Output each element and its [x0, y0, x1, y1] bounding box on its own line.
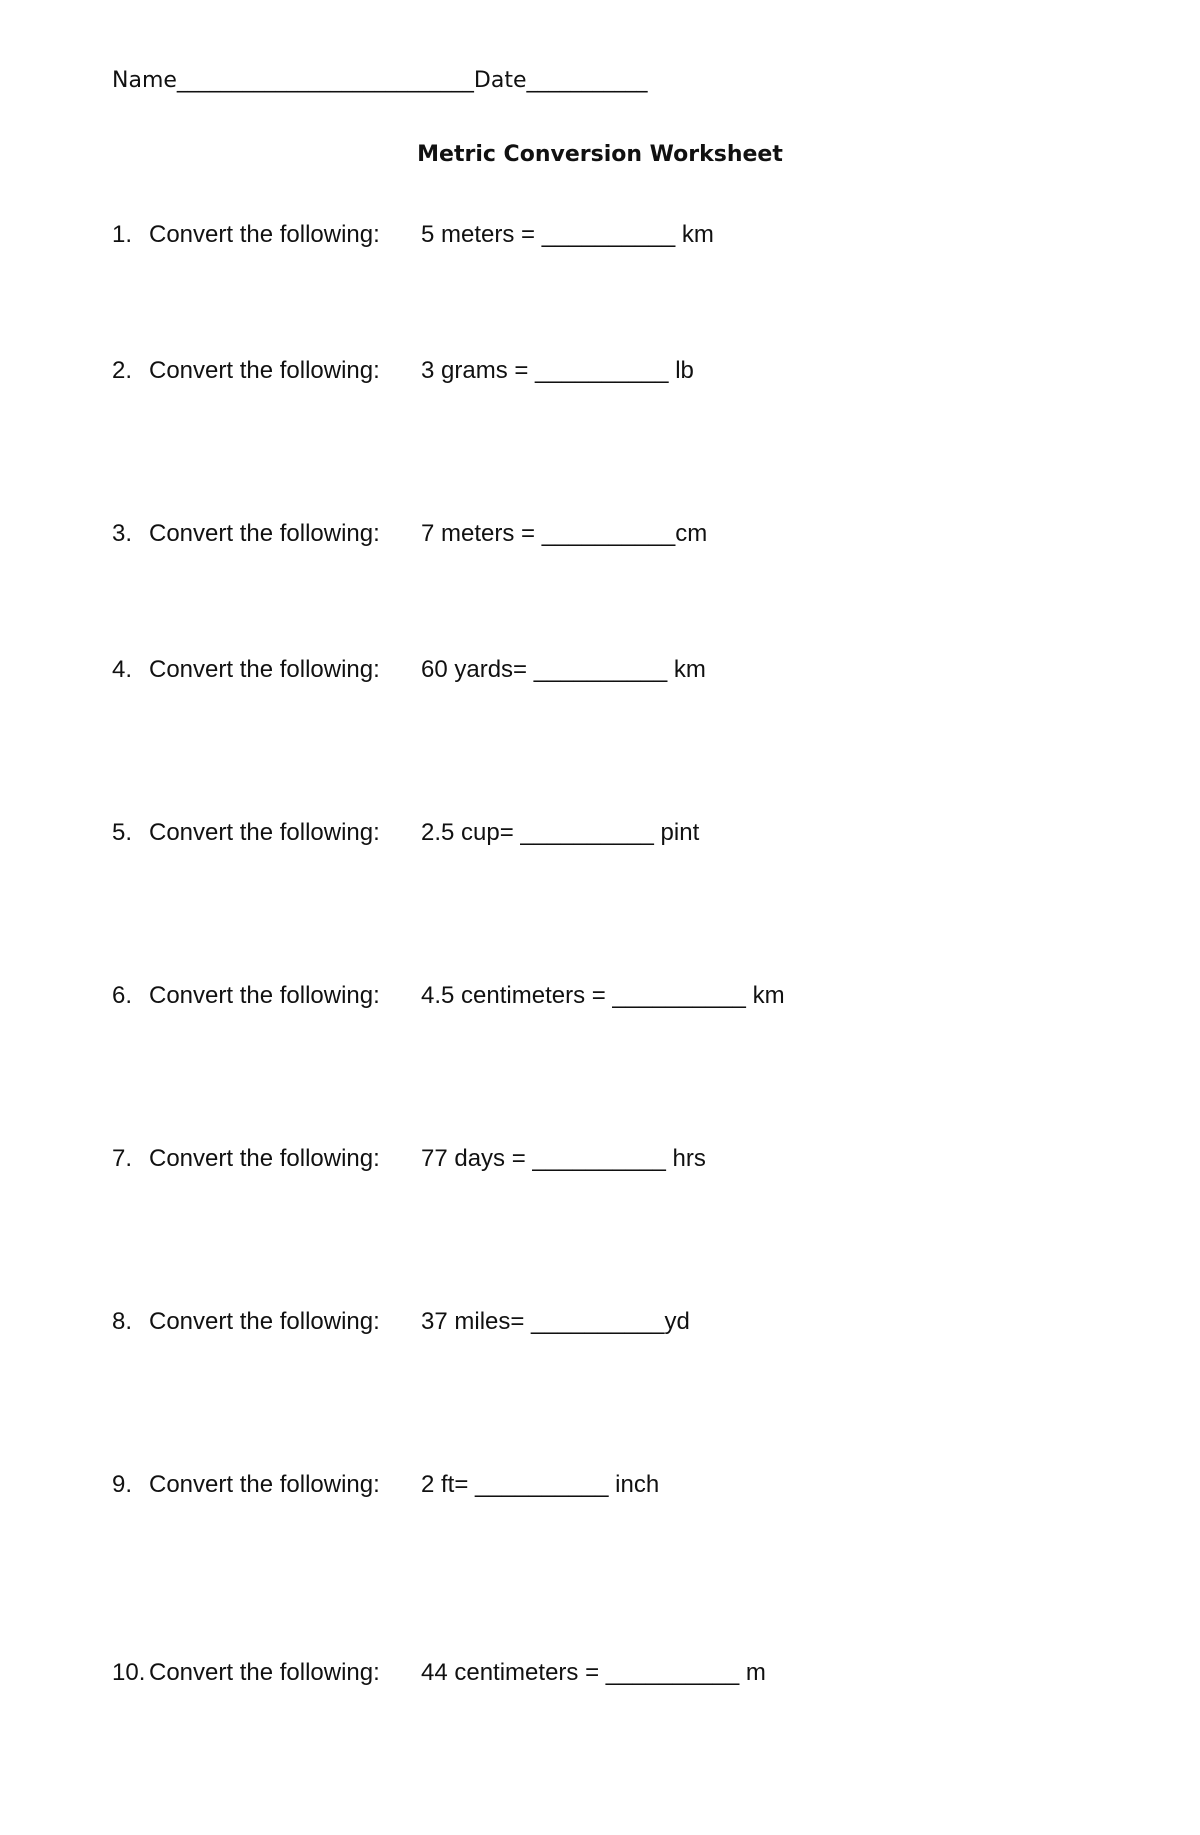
question-number: 7. — [112, 1145, 133, 1172]
question-prompt: Convert the following: — [149, 520, 380, 547]
question-10 — [112, 1658, 766, 1808]
question-9 — [112, 1470, 660, 1620]
question-prompt: Convert the following: — [149, 1471, 380, 1498]
question-problem: 2 ft= __________ inch — [421, 1471, 660, 1498]
question-number: 3. — [112, 520, 133, 547]
question-8 — [112, 1307, 690, 1457]
name-date-line — [112, 68, 648, 93]
question-problem: 44 centimeters = __________ m — [421, 1659, 766, 1686]
question-problem: 37 miles= __________yd — [421, 1308, 690, 1335]
question-number: 4. — [112, 656, 133, 683]
name-label: Name — [112, 68, 177, 93]
question-problem: 2.5 cup= __________ pint — [421, 819, 700, 846]
date-blank: ___________ — [526, 68, 648, 93]
question-prompt: Convert the following: — [149, 982, 380, 1009]
question-problem: 77 days = __________ hrs — [421, 1145, 706, 1172]
question-prompt: Convert the following: — [149, 221, 380, 248]
name-blank: ___________________________ — [176, 68, 474, 93]
question-number: 10. — [112, 1659, 146, 1686]
question-2 — [112, 356, 694, 506]
question-problem: 5 meters = __________ km — [421, 221, 714, 248]
date-label: Date — [473, 68, 527, 93]
question-prompt: Convert the following: — [149, 1308, 380, 1335]
question-number: 6. — [112, 982, 133, 1009]
question-number: 8. — [112, 1308, 133, 1335]
question-prompt: Convert the following: — [149, 656, 380, 683]
question-problem: 60 yards= __________ km — [421, 656, 706, 683]
worksheet-title: Metric Conversion Worksheet — [417, 142, 783, 167]
question-3 — [112, 519, 708, 669]
question-4 — [112, 655, 706, 805]
question-prompt: Convert the following: — [149, 819, 380, 846]
question-prompt: Convert the following: — [149, 357, 380, 384]
question-number: 1. — [112, 221, 133, 248]
question-problem: 3 grams = __________ lb — [421, 357, 694, 384]
question-problem: 4.5 centimeters = __________ km — [421, 982, 785, 1009]
question-5 — [112, 818, 700, 968]
question-problem: 7 meters = __________cm — [421, 520, 708, 547]
question-7 — [112, 1144, 706, 1294]
question-prompt: Convert the following: — [149, 1145, 380, 1172]
question-1 — [112, 220, 714, 370]
question-number: 9. — [112, 1471, 133, 1498]
question-number: 5. — [112, 819, 133, 846]
question-6 — [112, 981, 785, 1131]
question-number: 2. — [112, 357, 133, 384]
question-prompt: Convert the following: — [149, 1659, 380, 1686]
